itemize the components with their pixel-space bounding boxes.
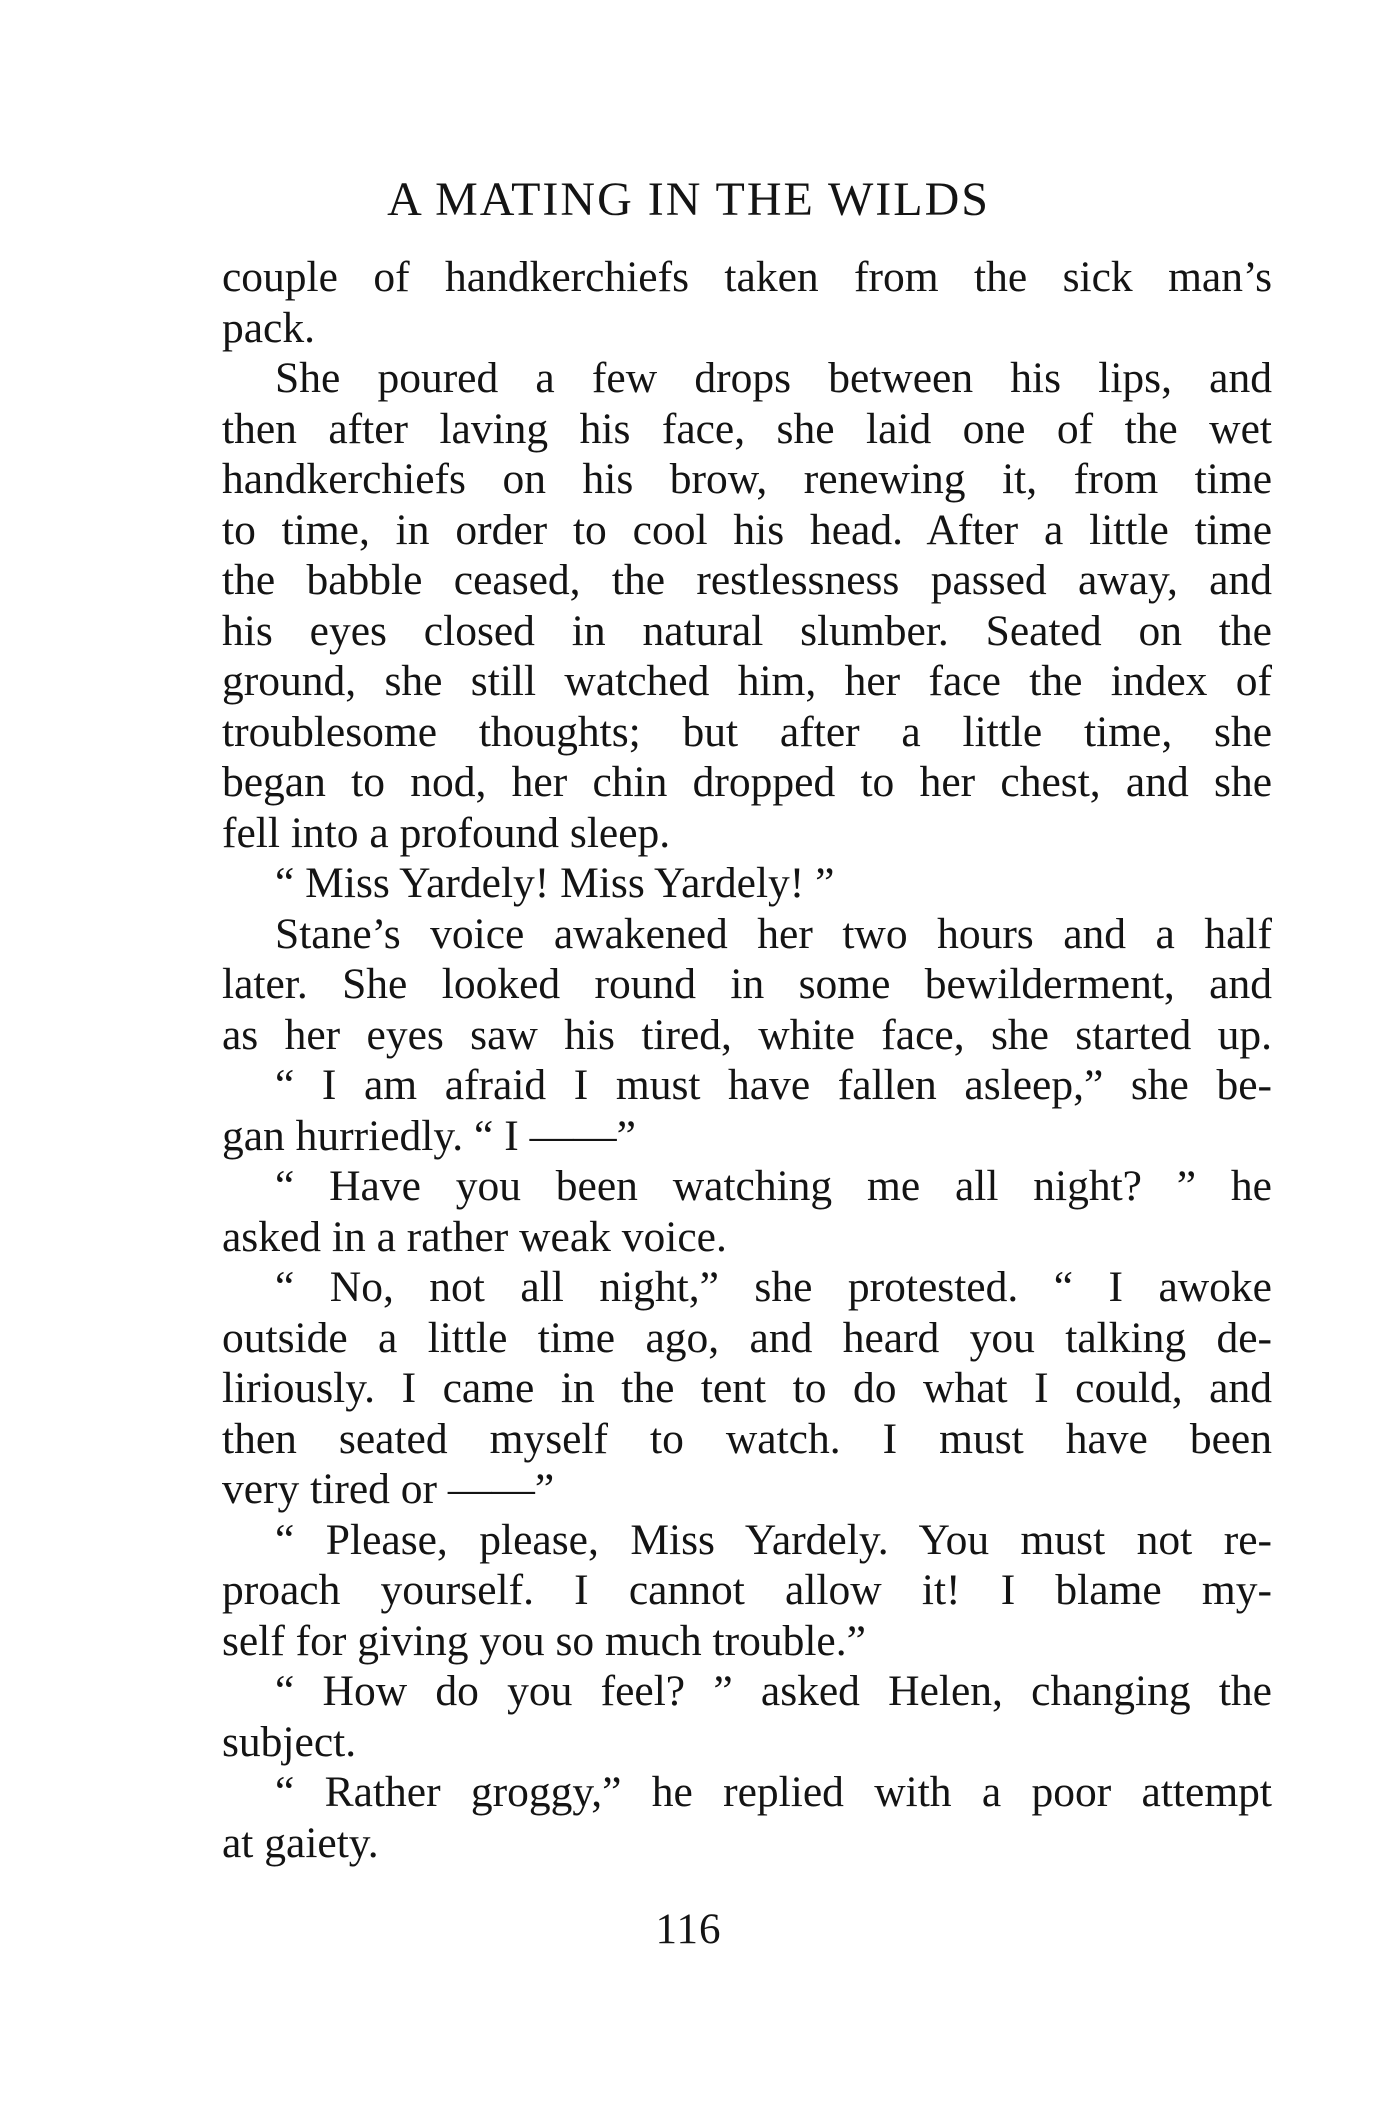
text-line: troublesome thoughts; but after a little time, she [222, 707, 1272, 756]
text-line: the babble ceased, the restlessness passed away, and [222, 556, 1272, 604]
text-line: later. She looked round in some bewilderment, and [222, 960, 1272, 1008]
text-line: very tired or ——” [222, 1465, 555, 1513]
text-line: “ No, not all night,” she protested. “ I awoke [275, 1263, 1272, 1311]
text-line: as her eyes saw his tired, white face, she started up. [222, 1010, 1272, 1059]
running-head: A MATING IN THE WILDS [387, 173, 990, 226]
text-line: “ Miss Yardely! Miss Yardely! ” [275, 859, 835, 907]
body-text [222, 252, 1272, 1868]
text-line: subject. [222, 1717, 357, 1766]
text-line: outside a little time ago, and heard you talking de- [222, 1313, 1272, 1362]
text-line: self for giving you so much trouble.” [222, 1616, 866, 1665]
text-line: “ I am afraid I must have fallen asleep,” she be- [275, 1061, 1272, 1109]
text-line: “ Have you been watching me all night? ” he [275, 1162, 1272, 1210]
text-line: couple of handkerchiefs taken from the sick man’s [222, 253, 1272, 301]
text-line: to time, in order to cool his head. After a little time [222, 505, 1272, 554]
text-line: then after laving his face, she laid one of the wet [222, 404, 1272, 453]
text-line: asked in a rather weak voice. [222, 1212, 727, 1261]
text-line: “ Please, please, Miss Yardely. You must not re- [275, 1515, 1272, 1564]
text-line: “ How do you feel? ” asked Helen, changing the [275, 1667, 1272, 1715]
text-line: his eyes closed in natural slumber. Seated on the [222, 606, 1272, 655]
text-line: gan hurriedly. “ I ——” [222, 1111, 636, 1160]
text-line: then seated myself to watch. I must have been [222, 1414, 1272, 1463]
text-line: at gaiety. [222, 1818, 379, 1867]
text-line: pack. [222, 303, 315, 352]
text-line: Stane’s voice awakened her two hours and a half [275, 909, 1272, 958]
text-line: liriously. I came in the tent to do what I could, and [222, 1364, 1272, 1412]
text-line: fell into a profound sleep. [222, 808, 671, 857]
page-number: 116 [655, 1906, 722, 1953]
text-line: She poured a few drops between his lips, and [275, 354, 1272, 402]
text-line: ground, she still watched him, her face the index of [222, 657, 1272, 705]
text-line: began to nod, her chin dropped to her chest, and she [222, 758, 1272, 806]
text-line: proach yourself. I cannot allow it! I blame my- [222, 1566, 1272, 1614]
text-line: handkerchiefs on his brow, renewing it, from time [222, 455, 1272, 503]
text-line: “ Rather groggy,” he replied with a poor attempt [275, 1768, 1272, 1816]
